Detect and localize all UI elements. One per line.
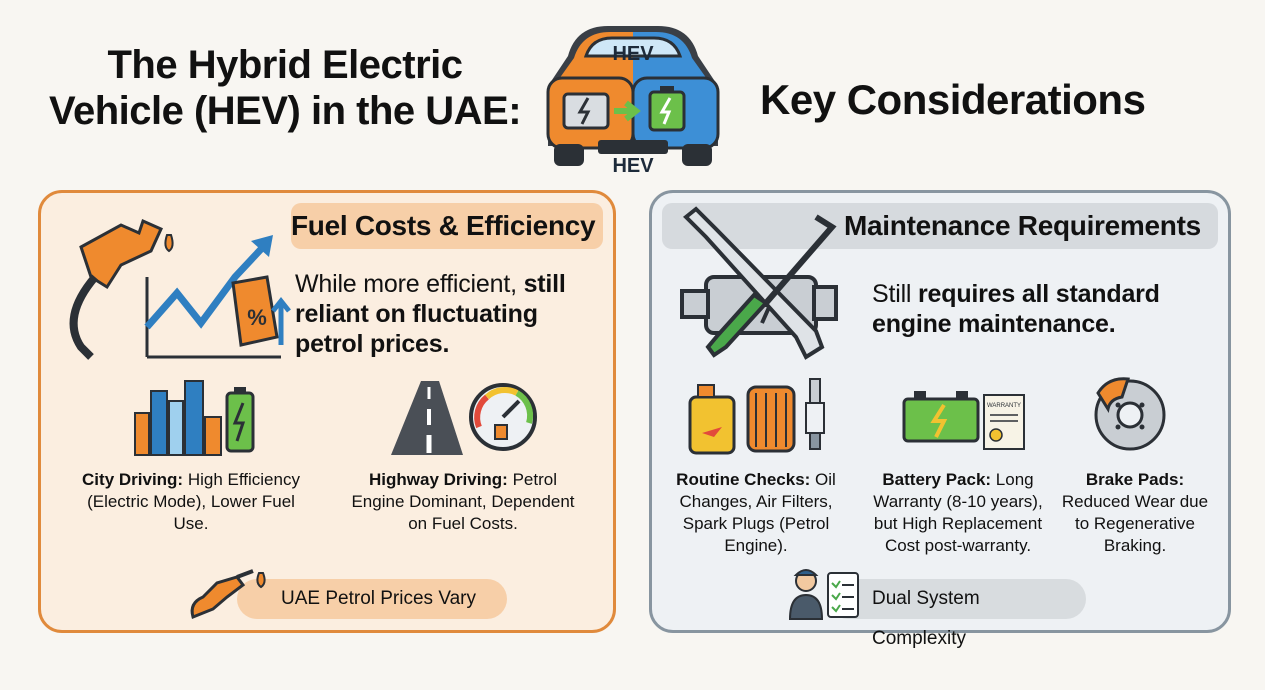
engine-tools-icon [666, 207, 846, 367]
brake-disc-icon [1088, 373, 1168, 453]
fuel-lead-plain: While more efficient, [295, 270, 524, 298]
car-badge-bottom: HEV [612, 155, 654, 177]
city-driving-text: High Efficiency (Electric Mode), Lower Fuel Use. [87, 470, 300, 533]
battery-pack-label: Battery Pack: [882, 470, 992, 489]
maintenance-panel-heading: Maintenance Requirements [662, 203, 1218, 249]
routine-checks-label: Routine Checks: [676, 470, 811, 489]
petrol-prices-note [237, 579, 507, 619]
warranty-doc-label: WARRANTY [986, 403, 1022, 409]
fuel-lead-bold: still reliant on fluctuating petrol prices. [295, 270, 566, 358]
battery-warranty-icon [900, 385, 1030, 455]
brake-pads-item [1060, 469, 1210, 557]
city-battery-icon [131, 377, 261, 457]
petrol-prices-note-text: UAE Petrol Prices Vary [281, 588, 476, 609]
page-title [40, 42, 530, 134]
battery-pack-item [866, 469, 1050, 557]
highway-gauge-icon [389, 377, 539, 457]
fuel-panel-heading: Fuel Costs & Efficiency [291, 203, 603, 249]
city-driving-item [81, 469, 301, 535]
brake-pads-label: Brake Pads: [1085, 470, 1185, 489]
maintenance-lead-text [872, 279, 1192, 339]
highway-driving-label: Highway Driving: [369, 470, 508, 489]
title-line-1: The Hybrid Electric [107, 43, 463, 87]
hybrid-car-icon [528, 16, 738, 176]
page-subtitle: Key Considerations [760, 76, 1146, 123]
city-driving-label: City Driving: [82, 470, 184, 489]
maintenance-lead-plain: Still [872, 280, 919, 308]
dual-system-note-text: Dual System Complexity [872, 588, 980, 649]
highway-driving-text: Petrol Engine Dominant, Dependent on Fuel Costs. [351, 470, 575, 533]
fuel-nozzle-icon [183, 563, 273, 623]
car-badge-top: HEV [612, 43, 654, 65]
oil-filter-plug-icon [686, 377, 836, 457]
fuel-costs-panel [38, 190, 616, 633]
dual-system-note [828, 579, 1086, 649]
maintenance-lead-bold: requires all standard engine maintenance. [872, 280, 1160, 338]
brake-pads-text: Reduced Wear due to Regenerative Braking. [1061, 492, 1209, 555]
fuel-pump-chart-icon [51, 207, 291, 367]
battery-pack-text: Long Warranty (8-10 years), but High Replacement Cost post-warranty. [873, 470, 1043, 555]
maintenance-panel [649, 190, 1231, 649]
highway-driving-item [347, 469, 579, 535]
routine-checks-item [658, 469, 854, 557]
routine-checks-text: Oil Changes, Air Filters, Spark Plugs (Petrol Engine). [679, 470, 836, 555]
price-tag-symbol: % [247, 305, 267, 330]
fuel-lead-text [295, 269, 595, 359]
mechanic-checklist-icon [786, 563, 866, 621]
title-line-2: Vehicle (HEV) in the UAE: [48, 89, 522, 133]
